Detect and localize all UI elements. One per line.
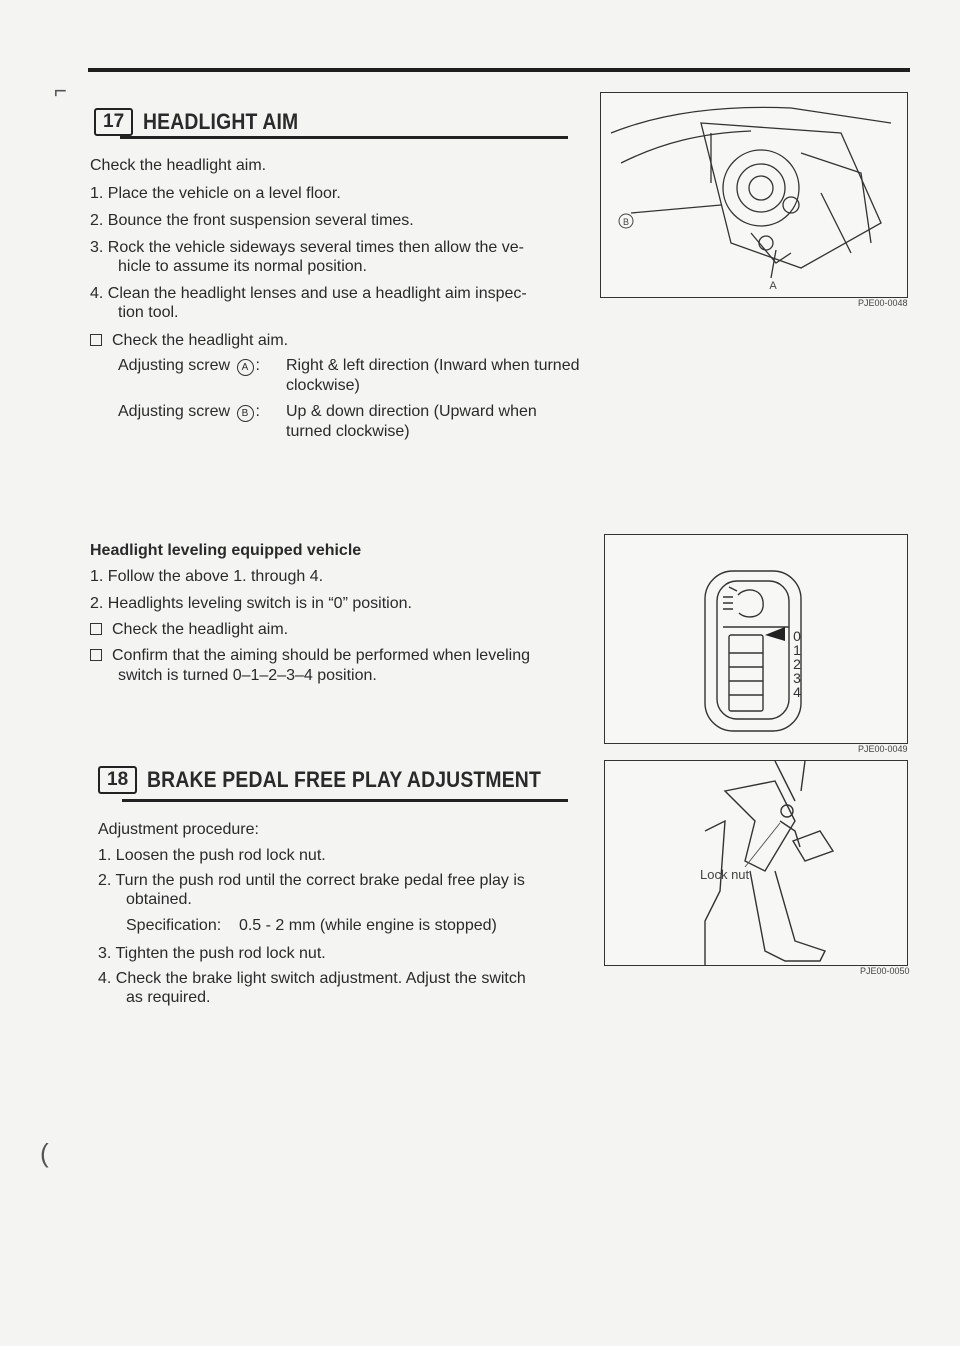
position-0: 0 [793,628,801,644]
check-text: Check the headlight aim. [112,332,289,349]
margin-mark: ( [40,1138,49,1168]
step-2: 2. Bounce the front suspension several times. [90,212,414,229]
figure-code: PJE00-0048 [858,298,908,308]
leveling-check-2: Confirm that the aiming should be performed when leveling [90,646,530,666]
headlight-drawing [601,93,907,297]
margin-mark: ⌐ [54,78,67,103]
step-4: 4. Clean the headlight lenses and use a headlight aim inspec- [90,285,527,302]
section-rule [120,136,568,139]
brake-step-1: 1. Loosen the push rod lock nut. [98,847,326,864]
spec-value: Right & left direction (Inward when turned clockwise) [286,357,580,394]
leveling-switch-figure [604,534,908,744]
check-item [90,331,288,351]
headlight-figure [600,92,908,298]
intro-text: Check the headlight aim. [90,157,267,174]
checkbox-icon [90,623,102,635]
leveling-heading: Headlight leveling equipped vehicle [90,542,362,559]
leveling-step-2: 2. Headlights leveling switch is in “0” position. [90,595,412,612]
section-number: 18 [98,766,137,794]
section-title: BRAKE PEDAL FREE PLAY ADJUSTMENT [147,767,542,792]
figure-code: PJE00-0049 [858,744,908,754]
position-2: 2 [793,656,801,672]
leveling-check-1: Check the headlight aim. [90,620,288,640]
pointer-icon [765,627,785,641]
section-17-heading [94,108,320,136]
brake-step-2: 2. Turn the push rod until the correct brake pedal free play is [98,872,525,889]
step-3-cont: hicle to assume its normal position. [118,258,367,275]
brake-step-4-cont: as required. [126,989,211,1006]
checkbox-icon [90,334,102,346]
spec-row-a [118,356,588,398]
spec-key: Adjusting screw B : [118,403,260,420]
step-1: 1. Place the vehicle on a level floor. [90,185,341,202]
label-b: B [622,217,630,227]
leveling-switch-drawing [605,535,907,743]
procedure-intro: Adjustment procedure: [98,821,259,838]
position-3: 3 [793,670,801,686]
label-a: A [769,280,777,292]
position-1: 1 [793,642,801,658]
section-number: 17 [94,108,133,136]
spec-value: Up & down direction (Upward when turned clockwise) [286,403,537,440]
brake-pedal-drawing [605,761,907,965]
section-title: HEADLIGHT AIM [143,109,299,134]
circled-b-icon: B [237,405,254,422]
checkbox-icon [90,649,102,661]
section-18-heading [98,766,595,794]
step-4-cont: tion tool. [118,304,179,321]
leveling-check-2-cont: switch is turned 0–1–2–3–4 position. [118,667,377,684]
top-rule [88,68,910,72]
brake-step-3: 3. Tighten the push rod lock nut. [98,945,326,962]
step-3: 3. Rock the vehicle sideways several times then allow the ve- [90,239,524,256]
lock-nut-label: Lock nut [700,867,750,882]
brake-pedal-figure [604,760,908,966]
spec-key: Adjusting screw A : [118,357,260,374]
brake-step-4: 4. Check the brake light switch adjustment. Adjust the switch [98,970,526,987]
spec-label: Specification: [126,917,222,934]
brake-step-2-cont: obtained. [126,891,192,908]
circled-a-icon: A [237,359,254,376]
position-4: 4 [793,684,801,700]
specification [126,916,497,936]
figure-code: PJE00-0050 [860,966,910,976]
leveling-step-1: 1. Follow the above 1. through 4. [90,568,324,585]
spec-row-b [118,402,588,444]
spec-value: 0.5 - 2 mm (while engine is stopped) [238,917,497,934]
section-rule [122,799,568,802]
